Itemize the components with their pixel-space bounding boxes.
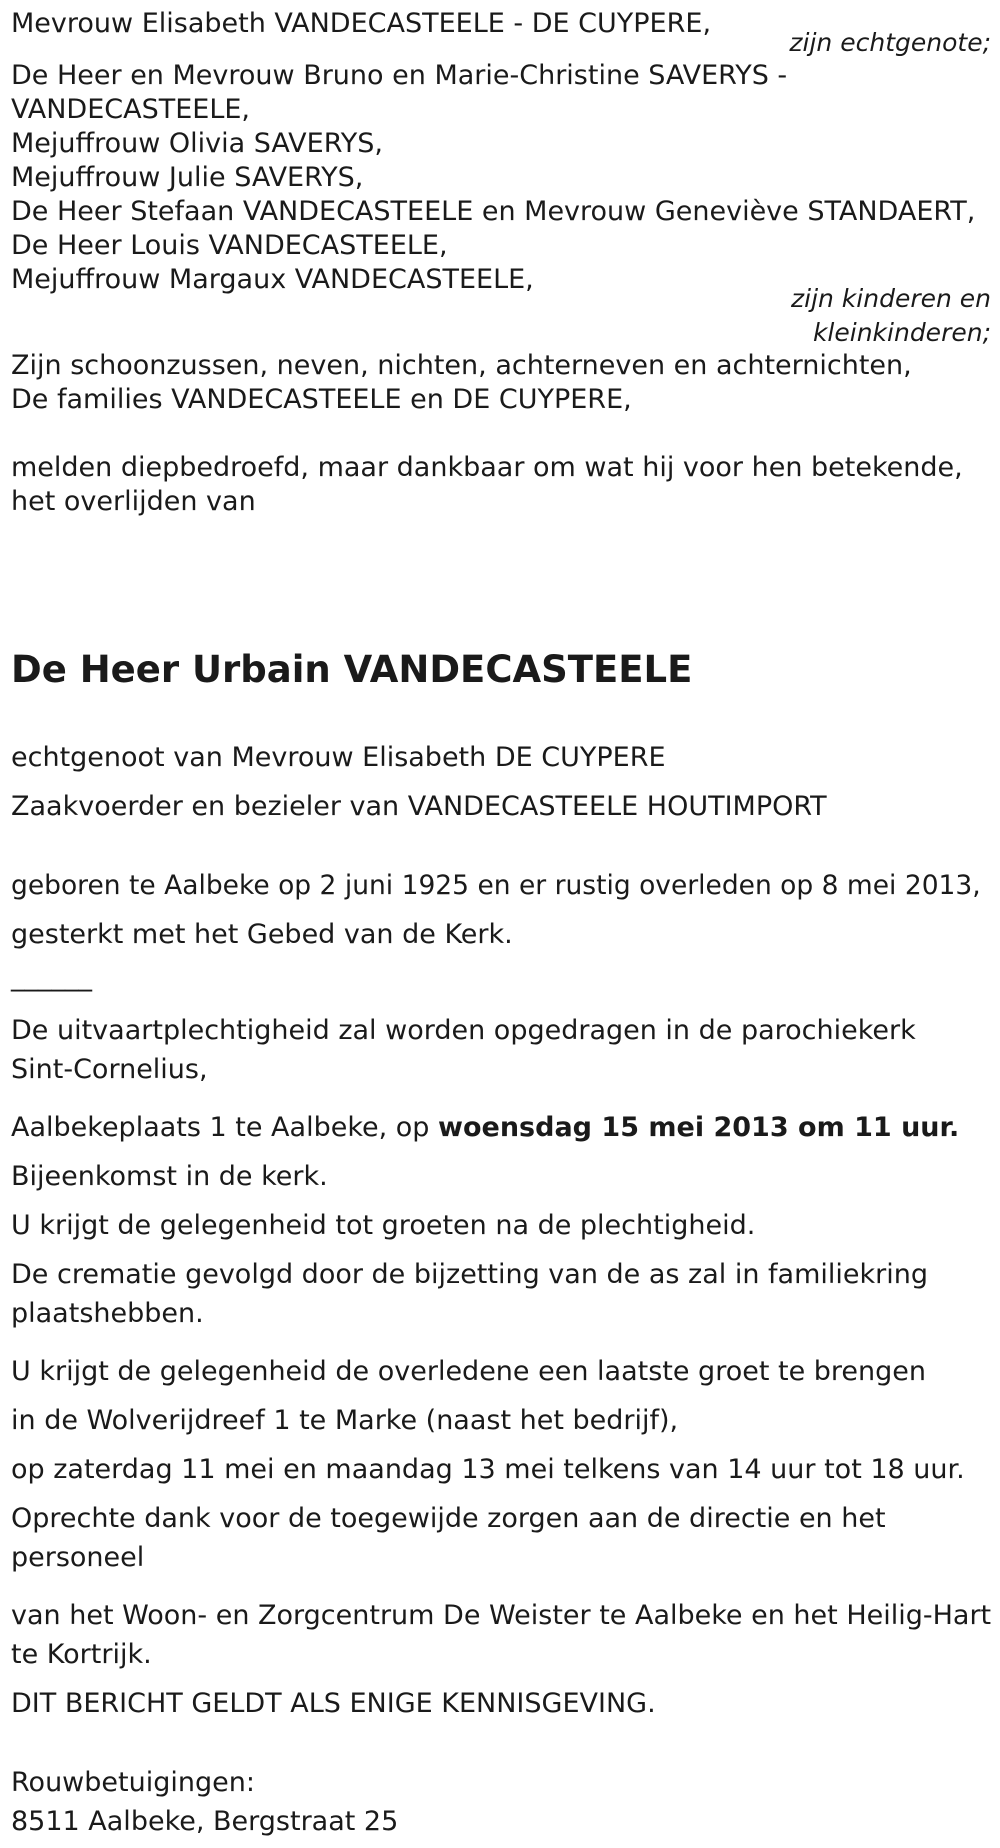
deceased-name: De Heer Urbain VANDECASTEELE [11,648,693,691]
visit-line-3: op zaterdag 11 mei en maandag 13 mei telkens van 14 uur tot 18 uur. [11,1454,965,1485]
announcement-line-2: het overlijden van [11,486,256,517]
cremation-line-2: plaatshebben. [11,1298,204,1329]
cremation-line-1: De crematie gevolgd door de bijzetting van de as zal in familiekring [11,1259,929,1290]
meeting-line: Bijeenkomst in de kerk. [11,1161,328,1192]
condolences-address: 8511 Aalbeke, Bergstraat 25 [11,1806,399,1837]
children-line-1: De Heer en Mevrouw Bruno en Marie-Christine SAVERYS - [11,60,788,91]
deceased-occupation: Zaakvoerder en bezieler van VANDECASTEELE HOUTIMPORT [11,791,827,822]
condolences-label: Rouwbetuigingen: [11,1767,255,1798]
children-line-6: De Heer Louis VANDECASTEELE, [11,230,448,261]
birth-death-line: geboren te Aalbeke op 2 juni 1925 en er rustig overleden op 8 mei 2013, [11,870,981,901]
separator: ______ [11,961,92,992]
notice-line: DIT BERICHT GELDT ALS ENIGE KENNISGEVING. [11,1688,656,1719]
ceremony-place-line [11,1108,959,1148]
ceremony-line-2: Sint-Cornelius, [11,1054,208,1085]
spouse-line: Mevrouw Elisabeth VANDECASTEELE - DE CUYPERE, [11,8,712,39]
deceased-spouse-of: echtgenoot van Mevrouw Elisabeth DE CUYPERE [11,742,666,773]
children-line-4: Mejuffrouw Julie SAVERYS, [11,162,364,193]
extended-family-1: Zijn schoonzussen, neven, nichten, achterneven en achternichten, [11,350,912,381]
spouse-role: zijn echtgenote; [789,28,991,57]
visit-line-2: in de Wolverijdreef 1 te Marke (naast het bedrijf), [11,1405,679,1436]
visit-line-1: U krijgt de gelegenheid de overledene een laatste groet te brengen [11,1356,927,1387]
thanks-line-1: Oprechte dank voor de toegewijde zorgen aan de directie en het [11,1503,886,1534]
thanks-line-3: van het Woon- en Zorgcentrum De Weister te Aalbeke en het Heilig-Hart [11,1600,992,1631]
strengthened-line: gesterkt met het Gebed van de Kerk. [11,919,513,950]
greeting-line: U krijgt de gelegenheid tot groeten na de plechtigheid. [11,1210,756,1241]
children-line-7: Mejuffrouw Margaux VANDECASTEELE, [11,264,534,295]
ceremony-place: Aalbekeplaats 1 te Aalbeke, op [11,1112,439,1143]
children-role-1: zijn kinderen en [791,284,991,313]
thanks-line-2: personeel [11,1542,145,1573]
announcement-line-1: melden diepbedroefd, maar dankbaar om wat hij voor hen betekende, [11,452,963,483]
ceremony-date-time: woensdag 15 mei 2013 om 11 uur. [438,1112,960,1143]
thanks-line-4: te Kortrijk. [11,1639,152,1670]
children-role-2: kleinkinderen; [812,318,991,347]
extended-family-2: De families VANDECASTEELE en DE CUYPERE, [11,384,632,415]
ceremony-line-1: De uitvaartplechtigheid zal worden opgedragen in de parochiekerk [11,1015,916,1046]
children-line-2: VANDECASTEELE, [11,94,251,125]
children-line-3: Mejuffrouw Olivia SAVERYS, [11,128,383,159]
children-line-5: De Heer Stefaan VANDECASTEELE en Mevrouw Geneviève STANDAERT, [11,196,976,227]
